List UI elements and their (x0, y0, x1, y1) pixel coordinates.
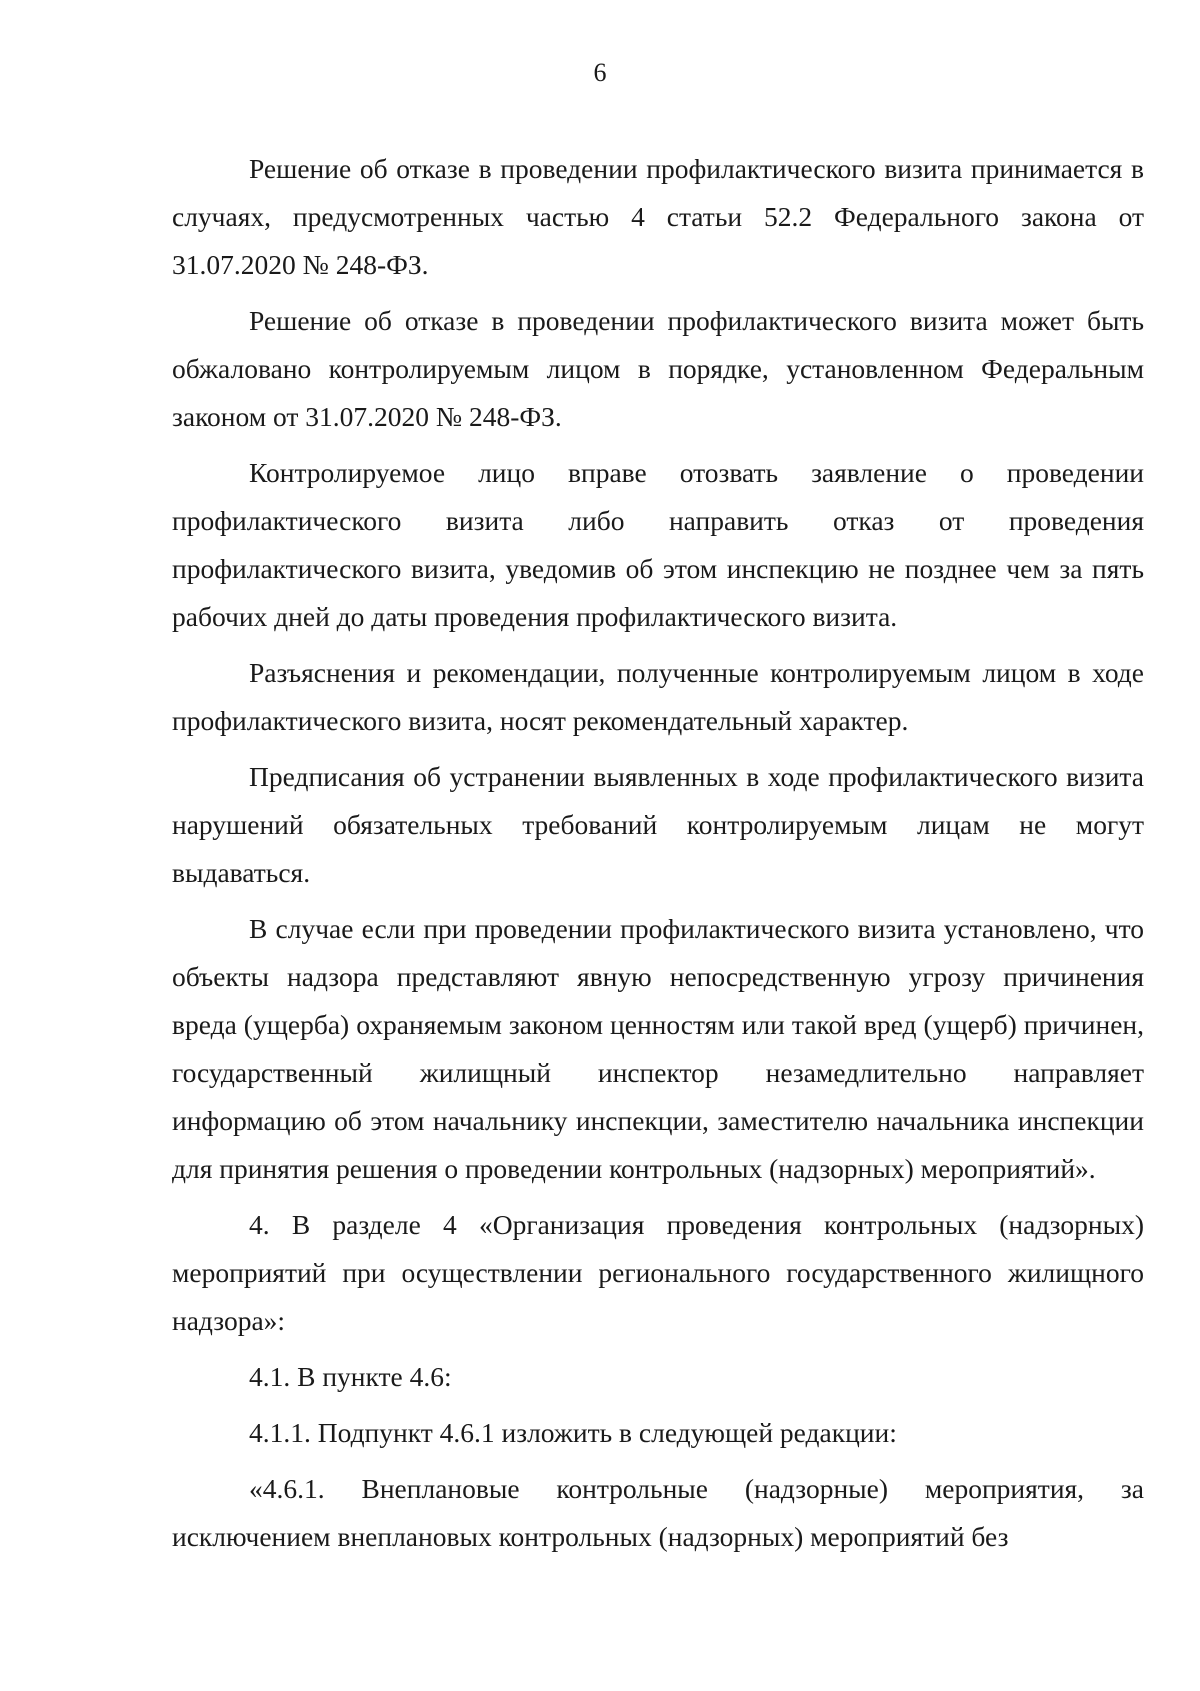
document-body (172, 145, 1144, 1569)
paragraph-item-4-6-1: «4.6.1. Внеплановые контрольные (надзорные) мероприятия, за исключением внеплановых контрольных (надзорных) мероприятий без (172, 1473, 1144, 1552)
paragraph-section-4: 4. В разделе 4 «Организация проведения контрольных (надзорных) мероприятий при осуществлении регионального государственного жилищного надзора»: (172, 1209, 1144, 1336)
paragraph-item-4-1-1: 4.1.1. Подпункт 4.6.1 изложить в следующей редакции: (249, 1417, 897, 1448)
paragraph-withdraw-application: Контролируемое лицо вправе отозвать заявление о проведении профилактического визита либо направить отказ от проведения профилактического визита, уведомив об этом инспекцию не позднее чем за пять рабочих дней до даты проведения профилактического визита. (172, 457, 1144, 632)
paragraph-refusal-appeal: Решение об отказе в проведении профилактического визита может быть обжаловано контролируемым лицом в порядке, установленном Федеральным законом от 31.07.2020 № 248-ФЗ. (172, 305, 1144, 432)
paragraph-item-4-1: 4.1. В пункте 4.6: (249, 1361, 452, 1392)
paragraph-threat-case: В случае если при проведении профилактического визита установлено, что объекты надзора представляют явную непосредственную угрозу причинения вреда (ущерба) охраняемым законом ценностям или такой вред (ущерб) причинен, государственный жилищный инспектор незамедлительно направляет информацию об этом начальнику инспекции, заместителю начальника инспекции для принятия решения о проведении контрольных (надзорных) мероприятий». (172, 913, 1144, 1184)
paragraph-recommendations: Разъяснения и рекомендации, полученные контролируемым лицом в ходе профилактического визита, носят рекомендательный характер. (172, 657, 1144, 736)
page-number: 6 (593, 58, 607, 87)
paragraph-refusal-decision: Решение об отказе в проведении профилактического визита принимается в случаях, предусмотренных частью 4 статьи 52.2 Федерального закона от 31.07.2020 № 248-ФЗ. (172, 153, 1144, 280)
paragraph-orders: Предписания об устранении выявленных в ходе профилактического визита нарушений обязательных требований контролируемым лицам не могут выдаваться. (172, 761, 1144, 888)
